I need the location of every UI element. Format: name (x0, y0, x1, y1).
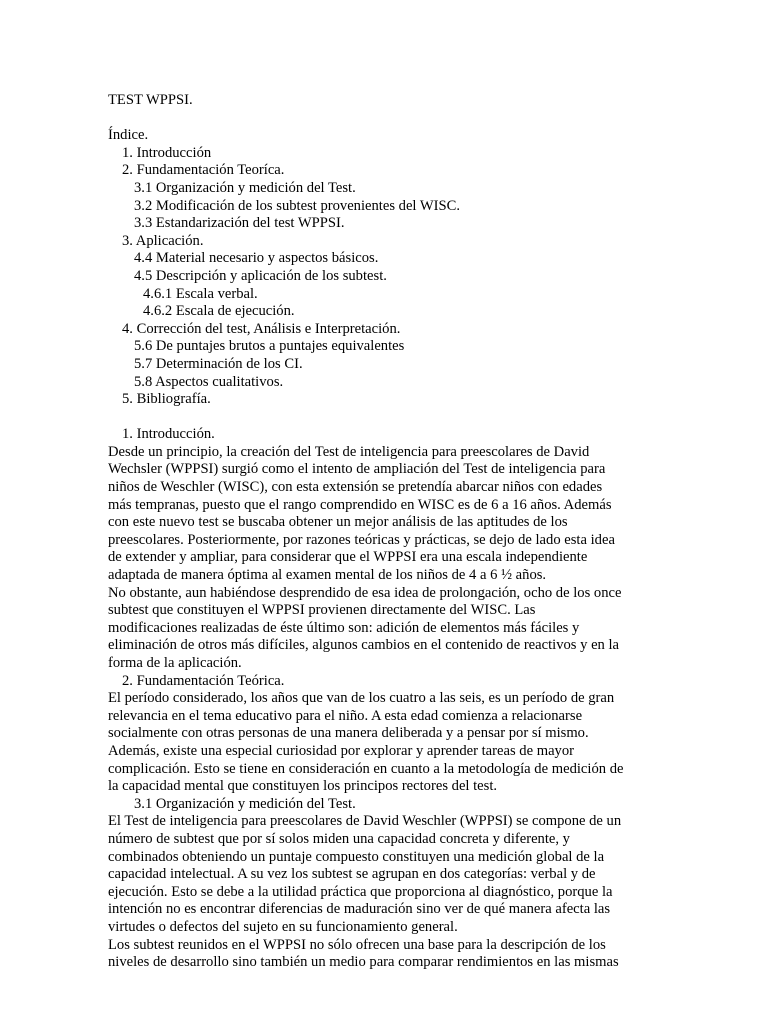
index-item: 5. Bibliografía. (122, 391, 211, 408)
index-item: 3. Aplicación. (122, 232, 204, 249)
index-item: 3.2 Modificación de los subtest provenientes del WISC. (134, 197, 461, 214)
document-title: TEST WPPSI. (108, 92, 193, 108)
index-item: 3.3 Estandarización del test WPPSI. (134, 215, 345, 232)
section-3-1-paragraph-1 (108, 813, 668, 936)
paragraph-line: adaptada de manera óptima al examen mental de los niños de 4 a 6 ½ años. (108, 567, 547, 584)
index-item: 5.6 De puntajes brutos a puntajes equivalentes (134, 338, 405, 355)
paragraph-line: Desde un principio, la creación del Test de inteligencia para preescolares de David (108, 443, 590, 460)
paragraph-line: modificaciones realizadas de éste último son: adición de elementos más fáciles y (108, 619, 580, 636)
index-item: 4. Corrección del test, Análisis e Interpretación. (122, 320, 401, 337)
index-item: 5.7 Determinación de los CI. (134, 355, 303, 372)
paragraph-line: forma de la aplicación. (108, 655, 242, 671)
index-heading: Índice. (108, 127, 149, 144)
spacer (108, 409, 668, 427)
paragraph-line: virtudes o defectos del sujeto en su funcionamiento general. (108, 918, 458, 935)
paragraph-line: preescolares. Posteriormente, por razones teóricas y prácticas, se dejo de lado esta idea (108, 531, 615, 548)
paragraph-line: más tempranas, puesto que el rango comprendido en WISC es de 6 a 16 años. Además (108, 496, 612, 513)
paragraph-line: El período considerado, los años que van de los cuatro a las seis, es un período de gran (108, 690, 615, 707)
section-2-heading: 2. Fundamentación Teórica. (122, 672, 285, 689)
index-item: 2. Fundamentación Teoríca. (122, 162, 285, 179)
paragraph-line: niveles de desarrollo sino también un medio para comparar rendimientos en las mismas (108, 954, 619, 971)
section-2-paragraph-1 (108, 690, 668, 796)
section-3-1-paragraph-2 (108, 937, 668, 972)
paragraph-line: combinados obteniendo un puntaje compuesto constituyen una medición global de la (108, 848, 605, 865)
section-1-paragraph-1 (108, 444, 668, 585)
paragraph-line: eliminación de otros más difíciles, algunos cambios en el contenido de reactivos y en la (108, 637, 620, 654)
paragraph-line: niños de Weschler (WISC), con esta extensión se pretendía abarcar niños con edades (108, 479, 603, 496)
spacer (108, 110, 668, 128)
paragraph-line: Wechsler (WPPSI) surgió como el intento de ampliación del Test de inteligencia para (108, 461, 606, 478)
index-item: 5.8 Aspectos cualitativos. (134, 373, 284, 390)
section-1-heading: 1. Introducción. (122, 426, 215, 443)
paragraph-line: Los subtest reunidos en el WPPSI no sólo ofrecen una base para la descripción de los (108, 936, 606, 953)
paragraph-line: Además, existe una especial curiosidad por explorar y aprender tareas de mayor (108, 742, 574, 759)
index-list (108, 145, 668, 409)
section-1-paragraph-2 (108, 585, 668, 673)
index-item: 4.5 Descripción y aplicación de los subtest. (134, 267, 387, 284)
paragraph-line: número de subtest que por sí solos miden una capacidad concreta y diferente, y (108, 830, 570, 847)
section-3-1-heading: 3.1 Organización y medición del Test. (134, 795, 356, 812)
paragraph-line: intención no es encontrar diferencias de maduración sino ver de qué manera afecta las (108, 901, 611, 918)
index-item: 1. Introducción (122, 144, 212, 161)
paragraph-line: relevancia en el tema educativo para el niño. A esta edad comienza a relacionarse (108, 707, 583, 724)
paragraph-line: con este nuevo test se buscaba obtener un mejor análisis de las aptitudes de los (108, 514, 568, 531)
paragraph-line: subtest que constituyen el WPPSI provienen directamente del WISC. Las (108, 602, 536, 619)
paragraph-line: complicación. Esto se tiene en consideración en cuanto a la metodología de medición de (108, 760, 624, 777)
paragraph-line: de extender y ampliar, para considerar que el WPPSI era una escala independiente (108, 549, 588, 566)
index-item: 4.6.1 Escala verbal. (143, 285, 258, 302)
paragraph-line: socialmente con otras personas de una manera deliberada y a pensar por sí mismo. (108, 725, 589, 742)
index-item: 4.6.2 Escala de ejecución. (143, 303, 295, 320)
index-item: 4.4 Material necesario y aspectos básicos. (134, 250, 379, 267)
index-item: 3.1 Organización y medición del Test. (134, 179, 356, 196)
paragraph-line: la capacidad mental que constituyen los principos rectores del test. (108, 778, 498, 795)
document-content (108, 92, 668, 972)
paragraph-line: No obstante, aun habiéndose desprendido de esa idea de prolongación, ocho de los once (108, 584, 622, 601)
paragraph-line: ejecución. Esto se debe a la utilidad práctica que proporciona al diagnóstico, porque la (108, 883, 613, 900)
paragraph-line: capacidad intelectual. A su vez los subtest se agrupan en dos categorías: verbal y de (108, 866, 596, 883)
paragraph-line: El Test de inteligencia para preescolares de David Weschler (WPPSI) se compone de un (108, 813, 622, 830)
